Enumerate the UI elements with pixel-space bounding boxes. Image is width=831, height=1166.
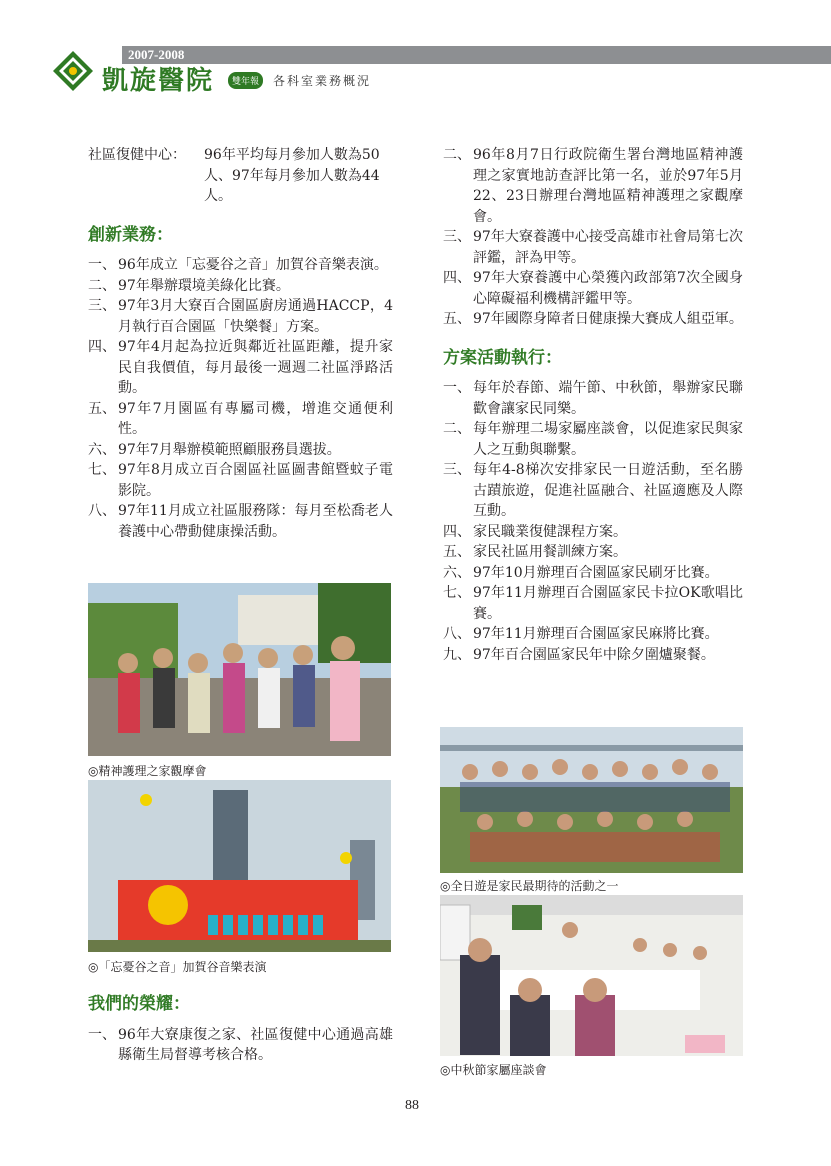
list-item-number: 七、 xyxy=(443,585,471,601)
list-item xyxy=(88,1025,393,1066)
list-item-number: 六、 xyxy=(443,564,471,581)
list-item xyxy=(443,583,743,624)
photo-family-meeting xyxy=(440,895,743,1056)
list-item xyxy=(443,145,743,227)
list-item-text: 97年7月舉辦模範照顧服務員選拔。 xyxy=(118,441,341,458)
photo-music-performance xyxy=(88,780,391,952)
left-column xyxy=(88,145,393,542)
list-item xyxy=(88,440,393,461)
photo-music-performance-image xyxy=(88,780,391,952)
list-item-number: 七、 xyxy=(88,462,116,478)
list-item-text: 97年3月大寮百合園區廚房通過HACCP，4月執行百合園區「快樂餐」方案。 xyxy=(118,298,393,335)
list-item-number: 八、 xyxy=(88,503,116,519)
list-item-number: 六、 xyxy=(88,441,116,458)
list-item-text: 97年大寮養護中心接受高雄市社會局第七次評鑑，評為甲等。 xyxy=(473,229,743,266)
photo-nursing-home-visit xyxy=(88,583,391,756)
list-item-text: 97年11月辦理百合園區家民麻將比賽。 xyxy=(473,626,719,642)
report-badge: 雙年報 xyxy=(228,72,263,89)
list-item xyxy=(88,276,393,297)
section-subtitle: 各科室業務概況 xyxy=(273,74,372,88)
list-item-text: 96年大寮康復之家、社區復健中心通過高雄縣衛生局督導考核合格。 xyxy=(118,1026,393,1063)
list-item-number: 五、 xyxy=(443,544,471,560)
list-item-text: 家民社區用餐訓練方案。 xyxy=(473,544,627,560)
list-item xyxy=(443,522,743,543)
list-item xyxy=(88,255,393,276)
list-item-text: 97年大寮養護中心榮獲內政部第7次全國身心障礙福利機構評鑑甲等。 xyxy=(473,270,743,307)
list-item xyxy=(443,563,743,584)
list-item-number: 一、 xyxy=(443,380,471,396)
list-item-number: 四、 xyxy=(88,339,116,355)
list-item-number: 三、 xyxy=(88,298,116,314)
intro-body: 96年平均每月參加人數為50人、97年每月參加人數為44人。 xyxy=(204,147,380,204)
photo4-caption: ◎中秋節家屬座談會 xyxy=(440,1063,547,1077)
list-item-number: 一、 xyxy=(88,1026,116,1043)
program-title: 方案活動執行： xyxy=(443,347,562,368)
list-item-number: 四、 xyxy=(443,270,471,286)
list-item-text: 97年11月辦理百合園區家民卡拉OK歌唱比賽。 xyxy=(473,585,743,622)
list-item-text: 97年百合園區家民年中除夕圍爐聚餐。 xyxy=(473,646,715,663)
innovation-title: 創新業務： xyxy=(88,224,173,245)
list-item-text: 97年8月成立百合園區社區圖書館暨蚊子電影院。 xyxy=(118,462,393,499)
list-item xyxy=(443,542,743,563)
list-item-number: 八、 xyxy=(443,626,471,642)
list-item-text: 每年4-8梯次安排家民一日遊活動，至名勝古蹟旅遊，促進社區融合、社區適應及人際互動。 xyxy=(473,462,743,519)
hospital-logo-icon xyxy=(52,50,94,92)
list-item xyxy=(443,624,743,645)
page-header xyxy=(0,0,831,110)
list-item xyxy=(88,337,393,399)
list-item-text: 96年8月7日行政院衛生署台灣地區精神護理之家實地訪查評比第一名，並於97年5月22、23日辦理台灣地區精神護理之家觀摩會。 xyxy=(473,147,743,225)
list-item-text: 97年10月辦理百合園區家民刷牙比賽。 xyxy=(473,564,719,581)
list-item-number: 九、 xyxy=(443,646,471,663)
photo-day-trip-image xyxy=(440,727,743,873)
list-item-number: 一、 xyxy=(88,257,116,273)
honor-continued-list xyxy=(443,145,743,330)
honor-title: 我們的榮耀： xyxy=(88,994,190,1014)
photo1-caption: ◎精神護理之家觀摩會 xyxy=(88,764,207,778)
list-item xyxy=(88,399,393,440)
list-item-number: 三、 xyxy=(443,229,471,245)
list-item xyxy=(443,309,743,330)
list-item-text: 97年11月成立社區服務隊：每月至松喬老人養護中心帶動健康操活動。 xyxy=(118,503,393,540)
right-column xyxy=(443,145,743,665)
list-item xyxy=(443,227,743,268)
list-item-number: 二、 xyxy=(88,277,116,294)
hospital-brand: 凱旋醫院 xyxy=(102,66,215,96)
list-item-text: 家民職業復健課程方案。 xyxy=(473,523,627,540)
photo3-caption: ◎全日遊是家民最期待的活動之一 xyxy=(440,879,619,893)
list-item-text: 每年辦理二場家屬座談會，以促進家民與家人之互動與聯繫。 xyxy=(473,421,743,458)
list-item-text: 97年舉辦環境美綠化比賽。 xyxy=(118,277,290,294)
report-years: 2007-2008 xyxy=(128,47,185,62)
list-item xyxy=(88,296,393,337)
list-item xyxy=(88,460,393,501)
list-item xyxy=(443,460,743,522)
header-bar xyxy=(122,46,831,64)
list-item xyxy=(443,645,743,666)
list-item xyxy=(443,378,743,419)
list-item xyxy=(443,268,743,309)
list-item-text: 每年於春節、端午節、中秋節，舉辦家民聯歡會讓家民同樂。 xyxy=(473,380,743,417)
honor-section xyxy=(88,994,393,1066)
list-item-text: 97年國際身障者日健康操大賽成人組亞軍。 xyxy=(473,311,743,327)
innovation-list xyxy=(88,255,393,542)
intro-paragraph xyxy=(88,145,393,207)
photo-nursing-home-visit-image xyxy=(88,583,391,756)
list-item-number: 四、 xyxy=(443,523,471,540)
list-item xyxy=(88,501,393,542)
list-item-text: 96年成立「忘憂谷之音」加賀谷音樂表演。 xyxy=(118,257,388,273)
honor-list xyxy=(88,1025,393,1066)
list-item-text: 97年4月起為拉近與鄰近社區距離，提升家民自我價值，每月最後一週週二社區淨路活動。 xyxy=(118,339,393,396)
list-item-number: 二、 xyxy=(443,421,471,437)
program-list xyxy=(443,378,743,665)
list-item xyxy=(443,419,743,460)
list-item-number: 五、 xyxy=(443,311,471,327)
list-item-number: 五、 xyxy=(88,400,116,417)
list-item-text: 97年7月園區有專屬司機，增進交通便利性。 xyxy=(118,400,393,437)
photo-day-trip xyxy=(440,727,743,873)
intro-head: 社區復健中心： xyxy=(88,147,186,163)
list-item-number: 二、 xyxy=(443,147,471,163)
list-item-number: 三、 xyxy=(443,462,471,478)
photo2-caption: ◎「忘憂谷之音」加賀谷音樂表演 xyxy=(88,960,267,974)
photo-family-meeting-image xyxy=(440,895,743,1056)
page-number: 88 xyxy=(405,1098,419,1113)
